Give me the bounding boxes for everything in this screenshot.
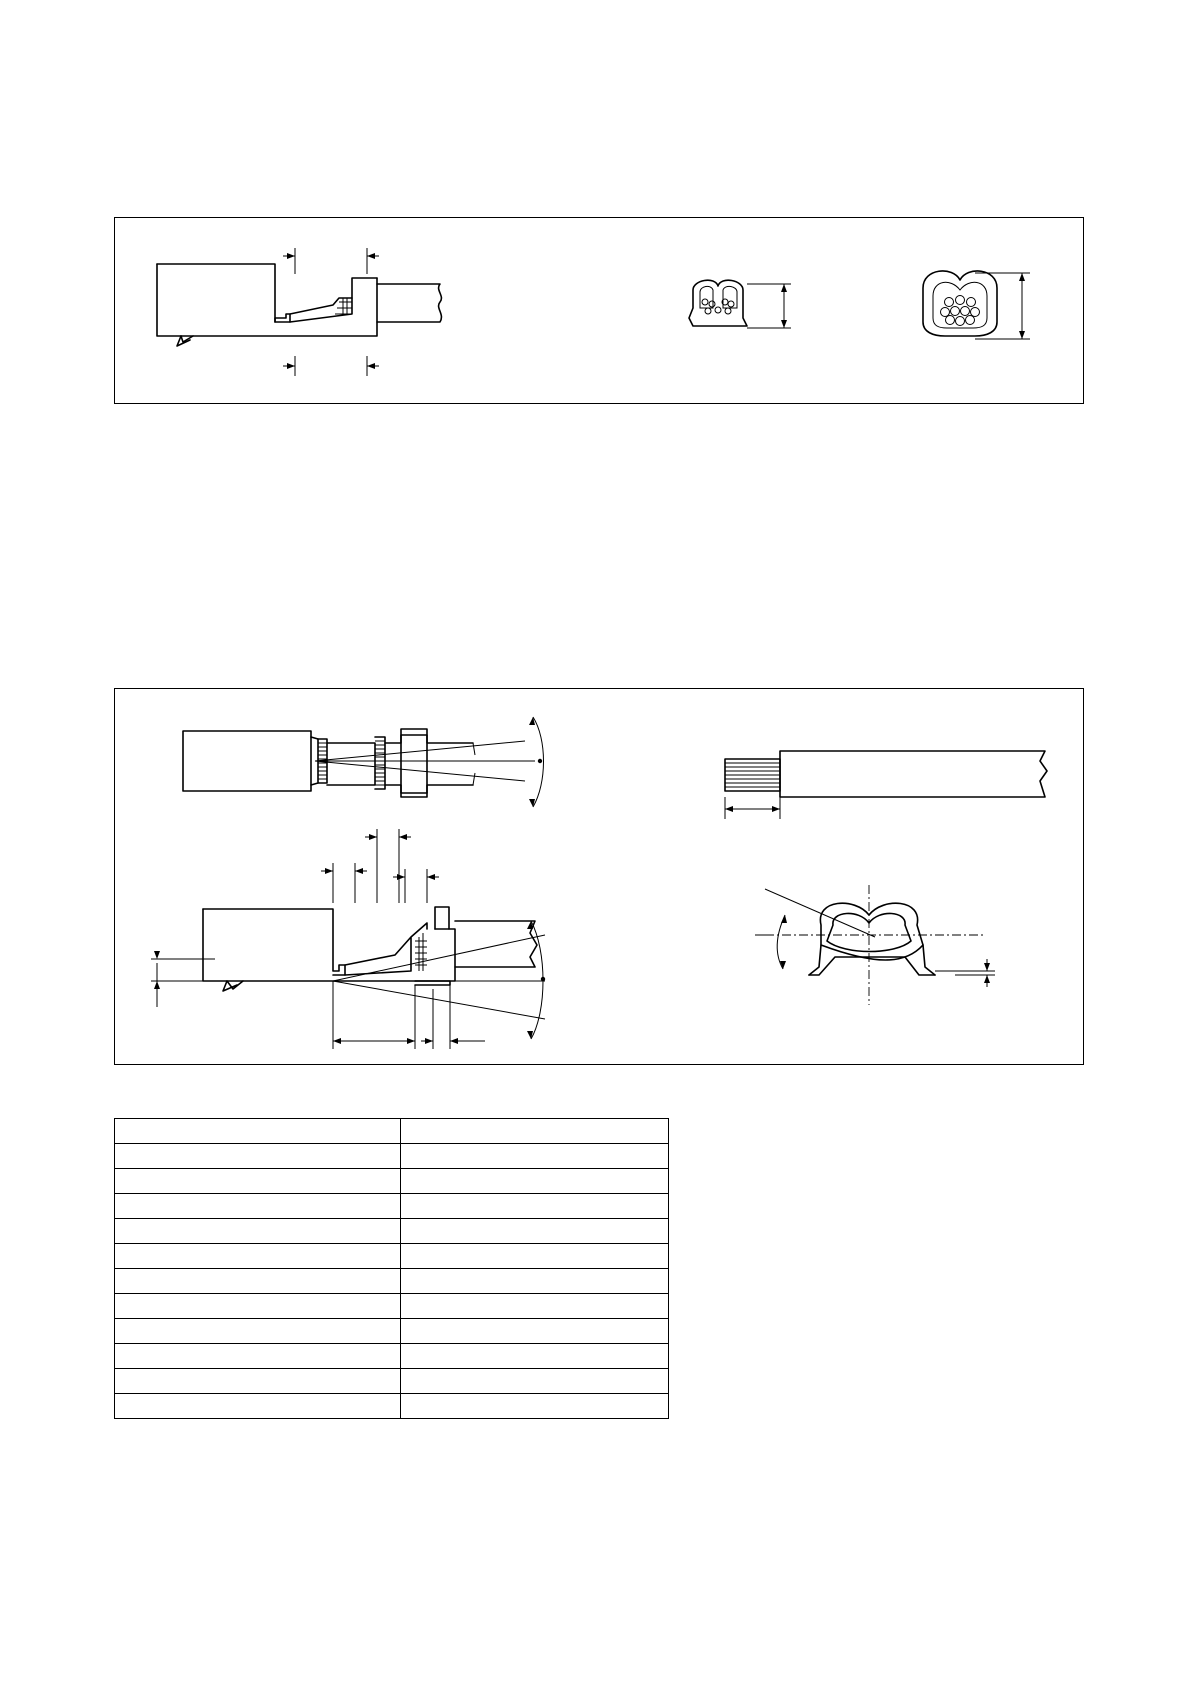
- table-cell: [115, 1169, 401, 1194]
- table-cell: [115, 1194, 401, 1219]
- table-row: [115, 1144, 669, 1169]
- figure-2-drawing: [115, 689, 1082, 1063]
- table-row: [115, 1394, 669, 1419]
- table-row: [115, 1194, 669, 1219]
- crimped-terminal-top-view: [183, 717, 544, 807]
- table-cell: [115, 1269, 401, 1294]
- table-cell: [115, 1144, 401, 1169]
- table-cell: [401, 1144, 669, 1169]
- crimp-cross-section-with-angle: [755, 885, 995, 1005]
- figure-1-drawing: [115, 218, 1082, 402]
- table-cell: [115, 1219, 401, 1244]
- table-cell: [115, 1394, 401, 1419]
- figure-1-frame: [114, 217, 1084, 404]
- table-cell: [401, 1169, 669, 1194]
- table-cell: [115, 1344, 401, 1369]
- table-cell: [401, 1319, 669, 1344]
- table-cell: [401, 1194, 669, 1219]
- table-row: [115, 1244, 669, 1269]
- table-row: [115, 1169, 669, 1194]
- crimped-terminal-side-view-detailed: [151, 829, 545, 1049]
- figure-2-frame: [114, 688, 1084, 1065]
- table-row: [115, 1219, 669, 1244]
- crimped-terminal-side-view: [157, 248, 441, 376]
- table-row: [115, 1269, 669, 1294]
- table-cell: [401, 1119, 669, 1144]
- table-cell: [401, 1269, 669, 1294]
- stripped-wire: [725, 751, 1047, 819]
- table-cell: [401, 1244, 669, 1269]
- table-cell: [115, 1294, 401, 1319]
- table-cell: [115, 1319, 401, 1344]
- conductor-crimp-cross-section: [689, 280, 791, 328]
- table-cell: [401, 1394, 669, 1419]
- table-row: [115, 1119, 669, 1144]
- table-cell: [115, 1119, 401, 1144]
- table-row: [115, 1319, 669, 1344]
- table-cell: [401, 1369, 669, 1394]
- table-cell: [401, 1219, 669, 1244]
- table-cell: [115, 1369, 401, 1394]
- insulation-crimp-cross-section: [923, 271, 1030, 339]
- table-row: [115, 1294, 669, 1319]
- spec-table: [114, 1118, 669, 1419]
- table-cell: [115, 1244, 401, 1269]
- table-cell: [401, 1344, 669, 1369]
- table-row: [115, 1369, 669, 1394]
- table-cell: [401, 1294, 669, 1319]
- table-row: [115, 1344, 669, 1369]
